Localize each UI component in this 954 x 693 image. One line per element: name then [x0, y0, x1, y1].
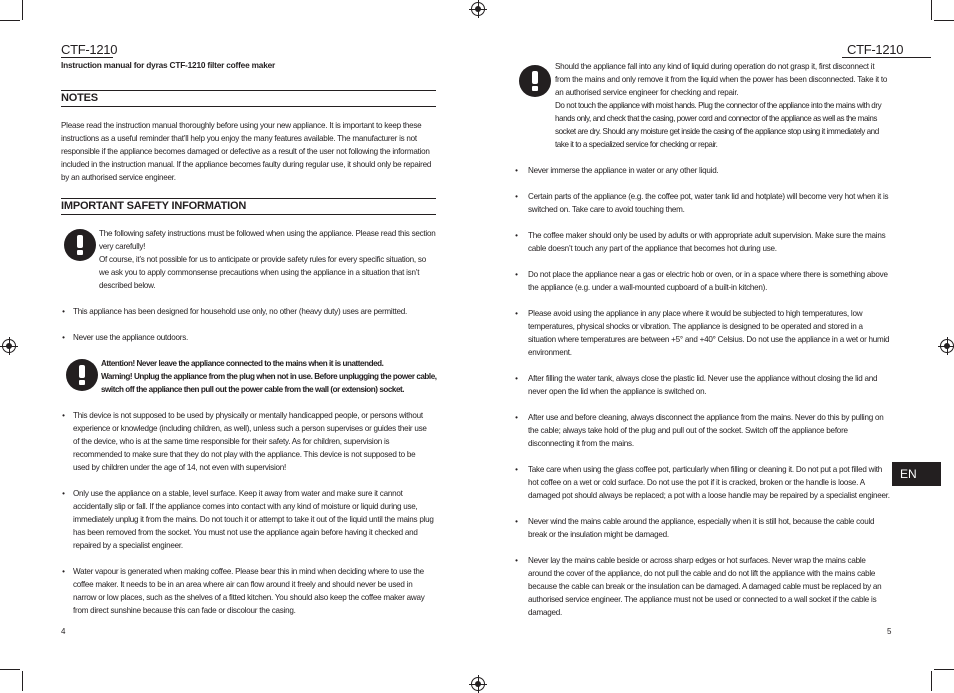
bullet-icon: •: [62, 489, 65, 498]
attention-notice: Attention! Never leave the appliance connected to the mains when it is unattended.: [101, 359, 384, 368]
bullet-text: Certain parts of the appliance (e.g. the coffee pot, water tank lid and hotplate) will become very hot when it is switched on. Take care to avoid touching them.: [528, 192, 889, 214]
exclamation-warning-icon: [66, 359, 98, 391]
language-tab: EN: [892, 462, 941, 486]
warning-notice: Warning! Unplug the appliance from the plug when not in use. Before unplugging the power cable, switch off the appliance then pull out the power cable from the wall (or extension) socket.: [101, 372, 437, 394]
bullet-text: This appliance has been designed for household use only, no other (heavy duty) uses are permitted.: [73, 307, 407, 316]
bullet-text: Water vapour is generated when making coffee. Please bear this in mind when deciding where to use the coffee maker. It needs to be in an area where air can flow around it freely and should never be used in narrow or low places, such as the shelves of a fitted kitchen. You should also keep the coffee maker away from direct sunshine because this can fade or discolour the casing.: [73, 567, 425, 615]
model-header: CTF-1210: [61, 42, 118, 57]
section-rule: [61, 214, 436, 215]
safety-intro-paragraph: The following safety instructions must be followed when using the appliance. Please read this section very carefully!: [99, 229, 436, 251]
safety-intro-paragraph: Of course, it’s not possible for us to anticipate or provide safety rules for every specific situation, so we ask you to apply commonsense precautions when using the appliance in a situation that isn’t described below.: [99, 255, 426, 290]
bullet-icon: •: [515, 413, 518, 422]
bullet-text: Never use the appliance outdoors.: [73, 333, 189, 342]
bullet-text: Please avoid using the appliance in any place where it would be subjected to high temperatures, low temperatures, physical shocks or vibration. The appliance is designed to be operated and stored in a situation where temperatures are between +5° and +40° Celsius. Do not use the appliance in a wet or humid environment.: [528, 309, 890, 357]
model-header-rule: [61, 57, 113, 58]
section-rule: [61, 106, 436, 107]
exclamation-warning-icon: [64, 229, 96, 261]
left-page: [0, 0, 477, 691]
bullet-icon: •: [62, 333, 65, 342]
bullet-icon: •: [515, 465, 518, 474]
page-number: 5: [887, 627, 892, 636]
bullet-icon: •: [62, 567, 65, 576]
bullet-text: Only use the appliance on a stable, level surface. Keep it away from water and make sure it cannot accidentally slip or fall. If the appliance comes into contact with any kind of moisture or liquid during use, immediately unplug it from the mains. Do not touch it or attempt to take it out of the liquid until the mains plug has been removed from the socket. You must not use the appliance again before having it checked and repaired by a specialist engineer.: [73, 489, 434, 550]
bullet-icon: •: [515, 270, 518, 279]
bullet-text: Never wind the mains cable around the appliance, especially when it is still hot, because the cable could break or the insulation might be damaged.: [528, 517, 875, 539]
exclamation-warning-icon: [519, 65, 551, 97]
section-rule: [61, 198, 436, 199]
bullet-icon: •: [515, 166, 518, 175]
bullet-text: This device is not supposed to be used by physically or mentally handicapped people, or persons without experience or knowledge (including children, as well), unless such a person supervises or guides their use of the device, who is at the same time responsible for their safety. As for children, supervision is recommended to make sure that they do not play with the appliance. This device is not supposed to be used by children under the age of 14, not even with supervision!: [73, 411, 427, 472]
bullet-icon: •: [515, 556, 518, 565]
bullet-text: Never lay the mains cable beside or across sharp edges or hot surfaces. Never wrap the mains cable around the cover of the appliance, do not pull the cable and do not lift the appliance with the mains cable because the cable can break or the insulation can be damaged. A damaged cable must be replaced by an authorised service engineer. The appliance must not be used or connected to a wall socket if the cable is damaged.: [528, 556, 882, 617]
bullet-text: Never immerse the appliance in water or any other liquid.: [528, 166, 719, 175]
bullet-text: Take care when using the glass coffee pot, particularly when filling or cleaning it. Do not put a pot filled with hot coffee on a wet or cold surface. Do not use the pot if it is cracked, broken or the handle is loose. A damaged pot should always be replaced; a pot with a loose handle may be repaired by a specialist engineer.: [528, 465, 890, 500]
bullet-icon: •: [515, 374, 518, 383]
safety-heading: IMPORTANT SAFETY INFORMATION: [61, 200, 247, 212]
bullet-icon: •: [515, 192, 518, 201]
bullet-icon: •: [515, 517, 518, 526]
bullet-icon: •: [62, 307, 65, 316]
model-header: CTF-1210: [847, 42, 904, 57]
section-rule: [61, 90, 436, 91]
bullet-text: After use and before cleaning, always disconnect the appliance from the mains. Never do this by pulling on the cable; always take hold of the plug and pull out of the socket. Switch off the appliance before disconnecting it from the mains.: [528, 413, 884, 448]
warning-paragraph: Should the appliance fall into any kind of liquid during operation do not grasp it, first disconnect it from the mains and only remove it from the liquid when the power has been disconnected. Take it to an authorised service engineer for checking and repair.: [555, 62, 888, 97]
notes-paragraph: Please read the instruction manual thoroughly before using your new appliance. It is important to keep these instructions as a useful reminder that’ll help you enjoy the many features available. The manufacturer is not responsible if the appliance becomes damaged or defective as a result of the user not following the information included in the instruction manual. If the appliance becomes faulty during regular use, it should only be repaired by an authorised service engineer.: [61, 121, 432, 182]
bullet-icon: •: [62, 411, 65, 420]
document-subtitle: Instruction manual for dyras CTF-1210 filter coffee maker: [61, 60, 276, 70]
bullet-text: Do not place the appliance near a gas or electric hob or oven, or in a space where there is something above the appliance (e.g. under a wall-mounted cupboard of a built-in kitchen).: [528, 270, 888, 292]
bullet-text: The coffee maker should only be used by adults or with appropriate adult supervision. Make sure the mains cable doesn’t touch any part of the appliance that becomes hot during use.: [528, 231, 886, 253]
right-page: [477, 0, 954, 691]
notes-heading: NOTES: [61, 92, 98, 104]
bullet-icon: •: [515, 309, 518, 318]
bullet-text: After filling the water tank, always close the plastic lid. Never use the appliance without closing the lid and never open the lid when the appliance is switched on.: [528, 374, 878, 396]
warning-paragraph: Do not touch the appliance with moist hands. Plug the connector of the appliance into the mains with dry hands only, and check that the casing, power cord and connector of the appliance as well as the mains socket are dry. Should any moisture get inside the casing of the appliance stop using it immediately and take it to a specialized service for checking or repair.: [555, 101, 882, 149]
model-header-rule: [842, 57, 931, 58]
page-number: 4: [61, 627, 66, 636]
bullet-icon: •: [515, 231, 518, 240]
